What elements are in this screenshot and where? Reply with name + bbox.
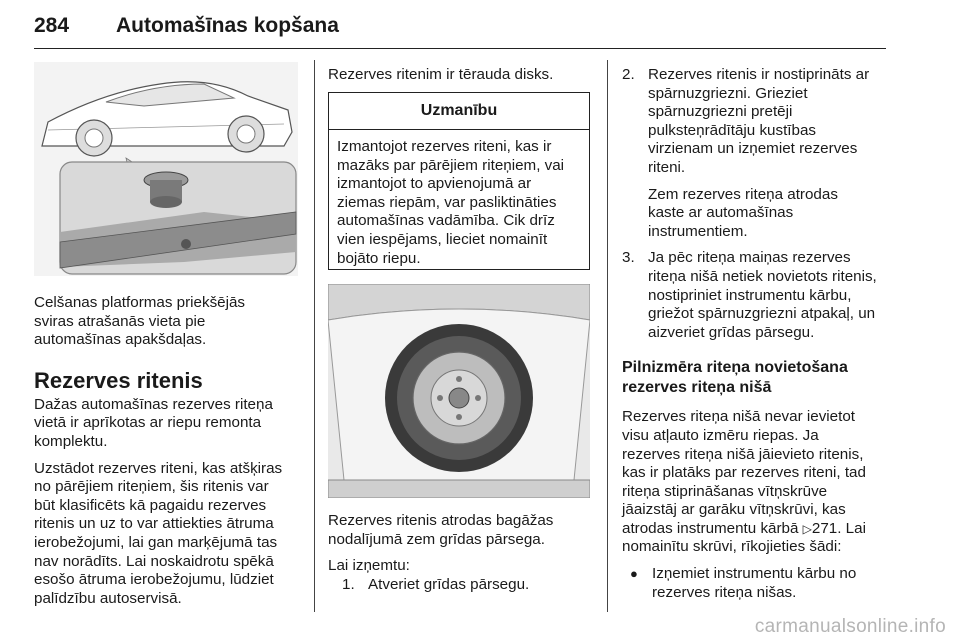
caution-line: vien iespējams, lieciet nomainīt [337, 230, 548, 248]
bullet-line: rezerves riteņa nišas. [652, 583, 797, 601]
figure-caption-line: automašīnas apakšdaļas. [34, 331, 207, 349]
caution-line: mazāks par pārējiem riteņiem, vai [337, 156, 565, 174]
column-divider-2 [607, 60, 608, 612]
column-divider-1 [314, 60, 315, 612]
caution-line: automašīnas vadāmība. Cik drīz [337, 212, 555, 230]
paragraph-line-with-ref [622, 520, 892, 539]
page-ref-arrow-icon: ▷ [802, 521, 812, 536]
step-number: 1. [342, 575, 355, 593]
paragraph-line: nav norādīts. Lai noskaidrotu spēkā [34, 552, 274, 570]
caution-body [329, 130, 589, 268]
car-illustration-icon [34, 62, 298, 276]
middle-intro [328, 66, 598, 85]
step-number: 3. [622, 249, 635, 267]
paragraph-line: būt klasificēts kā pagaidu rezerves [34, 496, 267, 514]
step-line: spārnuzgriezni. Grieziet [648, 84, 808, 102]
chapter-title: Automašīnas kopšana [116, 14, 339, 37]
step-line: virzienam un izņemiet rezerves [648, 140, 858, 158]
paragraph-line: kas ir platāks par rezerves riteni, tad [622, 464, 866, 482]
page-number: 284 [34, 14, 70, 37]
paragraph-line: Rezerves riteņa nišā nevar ievietot [622, 408, 855, 426]
intro-text: Rezerves ritenim ir tērauda disks. [328, 66, 554, 83]
step-note-line: instrumentiem. [648, 222, 748, 240]
spare-wheel-figure [328, 284, 590, 498]
paragraph-line: visu atļauto izmēru riepas. Ja [622, 426, 819, 444]
paragraph-line: nomainītu skrūvi, rīkojieties šādi: [622, 538, 842, 556]
middle-column [328, 512, 598, 594]
paragraph-line: jāaizstāj ar garāku vītņskrūvi, kas [622, 501, 846, 519]
figure-caption-line: Celšanas platformas priekšējās [34, 294, 246, 311]
step-text: Atveriet grīdas pārsegu. [368, 575, 530, 593]
caution-line: bojāto riepu. [337, 249, 421, 267]
paragraph-line: ierobežojumi, lai gan marķējumā tas [34, 533, 278, 551]
figure-caption-line: nodalījumā zem grīdas pārsega. [328, 530, 545, 548]
caution-line: ziemas riepām, var pasliktināties [337, 193, 557, 211]
step-note-line: kaste ar automašīnas [648, 204, 794, 222]
paragraph-line: Uzstādot rezerves riteni, kas atšķiras [34, 459, 283, 477]
caution-line: Izmantojot rezerves riteni, kas ir [337, 138, 552, 155]
step-line: griežot spārnuzgriezni atpakaļ, un [648, 305, 876, 323]
ref-suffix: . Lai [837, 519, 866, 537]
step-line: Ja pēc riteņa maiņas rezerves [648, 249, 851, 267]
step-3 [622, 249, 892, 342]
figure-caption-line: Rezerves ritenis atrodas bagāžas [328, 512, 554, 529]
step-2 [622, 66, 892, 241]
step-line: nostipriniet instrumentu kārbu, [648, 286, 852, 304]
paragraph-line: Dažas automašīnas rezerves riteņa [34, 395, 273, 413]
figure-caption-line: sviras atrašanās vieta pie [34, 312, 206, 330]
caution-title: Uzmanību [329, 93, 589, 130]
paragraph-line: no pārējiem riteņiem, šis ritenis var [34, 478, 269, 496]
step-line: aizveriet grīdas pārsegu. [648, 323, 815, 341]
page-header [34, 8, 886, 49]
step-number: 2. [622, 66, 635, 83]
spare-wheel-illustration-icon [328, 284, 590, 498]
step-line: riteņa nišā netiek novietots ritenis, [648, 267, 877, 285]
paragraph-line: rezerves riteņa nišā jāievieto ritenis, [622, 445, 864, 463]
caution-box [328, 92, 590, 270]
step-note-line: Zem rezerves riteņa atrodas [648, 185, 838, 203]
car-lift-point-figure [34, 62, 298, 276]
right-column [622, 66, 892, 602]
step-line: pulksteņrādītāju kustības [648, 121, 817, 139]
caution-line: izmantojot to apvienojumā ar [337, 175, 532, 193]
step-line: Rezerves ritenis ir nostiprināts ar [648, 66, 870, 83]
section-heading: Rezerves ritenis [34, 367, 203, 393]
paragraph-line: komplektu. [34, 432, 108, 450]
lai-iznemtu-label: Lai izņemtu: [328, 557, 410, 575]
bullet-item [622, 565, 892, 602]
page-ref-number[interactable]: 271 [811, 519, 838, 537]
paragraph-line: palīdzību autoservisā. [34, 589, 182, 607]
left-column [34, 294, 304, 608]
step-line: riteni. [648, 158, 686, 176]
subheading-line: Pilnizmēra riteņa novietošana [622, 359, 848, 377]
ref-prefix: atrodas instrumentu kārbā [622, 519, 803, 537]
paragraph-line: ritenis un uz to var attiekties ātruma [34, 515, 274, 533]
paragraph-line: vietā ir aprīkotas ar riepu remonta [34, 414, 262, 432]
step-1 [342, 576, 598, 595]
step-line: spārnuzgriezni pretēji [648, 103, 793, 121]
subheading-line: rezerves riteņa nišā [622, 379, 772, 397]
bullet-dot-icon: ● [630, 566, 638, 582]
watermark: carmanualsonline.info [754, 616, 946, 637]
paragraph-line: esošo ātruma ierobežojumu, lūdziet [34, 571, 274, 589]
paragraph-line: riteņa stiprināšanas vītņskrūve [622, 482, 828, 500]
bullet-line: Izņemiet instrumentu kārbu no [652, 565, 857, 583]
